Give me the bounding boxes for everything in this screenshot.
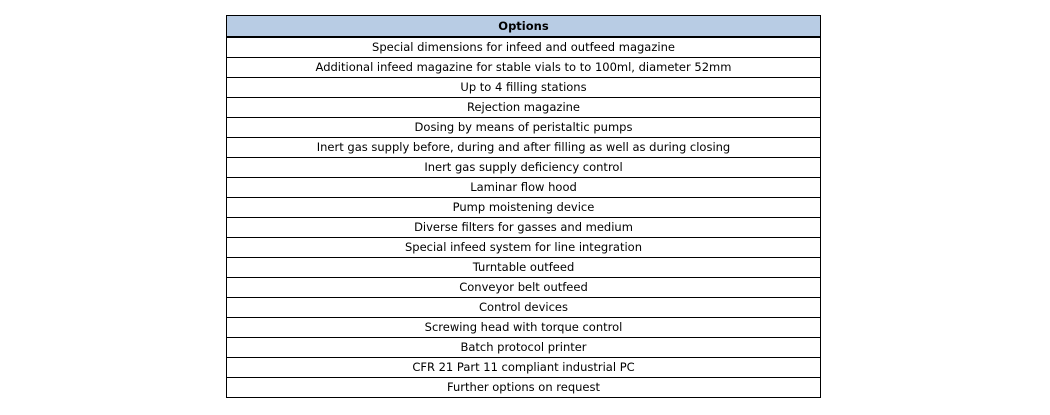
option-cell: Pump moistening device <box>227 198 821 218</box>
table-row <box>227 58 821 78</box>
table-row <box>227 158 821 178</box>
option-cell: Diverse filters for gasses and medium <box>227 218 821 238</box>
table-row <box>227 318 821 338</box>
option-cell: Special dimensions for infeed and outfeed magazine <box>227 37 821 58</box>
options-header: Options <box>227 16 821 38</box>
table-row <box>227 198 821 218</box>
option-cell: Control devices <box>227 298 821 318</box>
option-cell: Inert gas supply before, during and after filling as well as during closing <box>227 138 821 158</box>
table-row <box>227 138 821 158</box>
option-cell: Dosing by means of peristaltic pumps <box>227 118 821 138</box>
option-cell: CFR 21 Part 11 compliant industrial PC <box>227 358 821 378</box>
header-row <box>227 16 821 38</box>
table-row <box>227 338 821 358</box>
option-cell: Batch protocol printer <box>227 338 821 358</box>
table-row <box>227 258 821 278</box>
option-cell: Special infeed system for line integration <box>227 238 821 258</box>
option-cell: Up to 4 filling stations <box>227 78 821 98</box>
table-row <box>227 78 821 98</box>
table-row <box>227 358 821 378</box>
table-row <box>227 118 821 138</box>
table-row <box>227 298 821 318</box>
table-row <box>227 218 821 238</box>
option-cell: Inert gas supply deficiency control <box>227 158 821 178</box>
option-cell: Further options on request <box>227 378 821 398</box>
table-row <box>227 278 821 298</box>
table-row <box>227 98 821 118</box>
option-cell: Laminar flow hood <box>227 178 821 198</box>
option-cell: Screwing head with torque control <box>227 318 821 338</box>
option-cell: Additional infeed magazine for stable vials to to 100ml, diameter 52mm <box>227 58 821 78</box>
table-row <box>227 238 821 258</box>
options-table <box>226 15 821 398</box>
option-cell: Rejection magazine <box>227 98 821 118</box>
table-row <box>227 178 821 198</box>
table-row <box>227 378 821 398</box>
table-row <box>227 37 821 58</box>
option-cell: Conveyor belt outfeed <box>227 278 821 298</box>
option-cell: Turntable outfeed <box>227 258 821 278</box>
